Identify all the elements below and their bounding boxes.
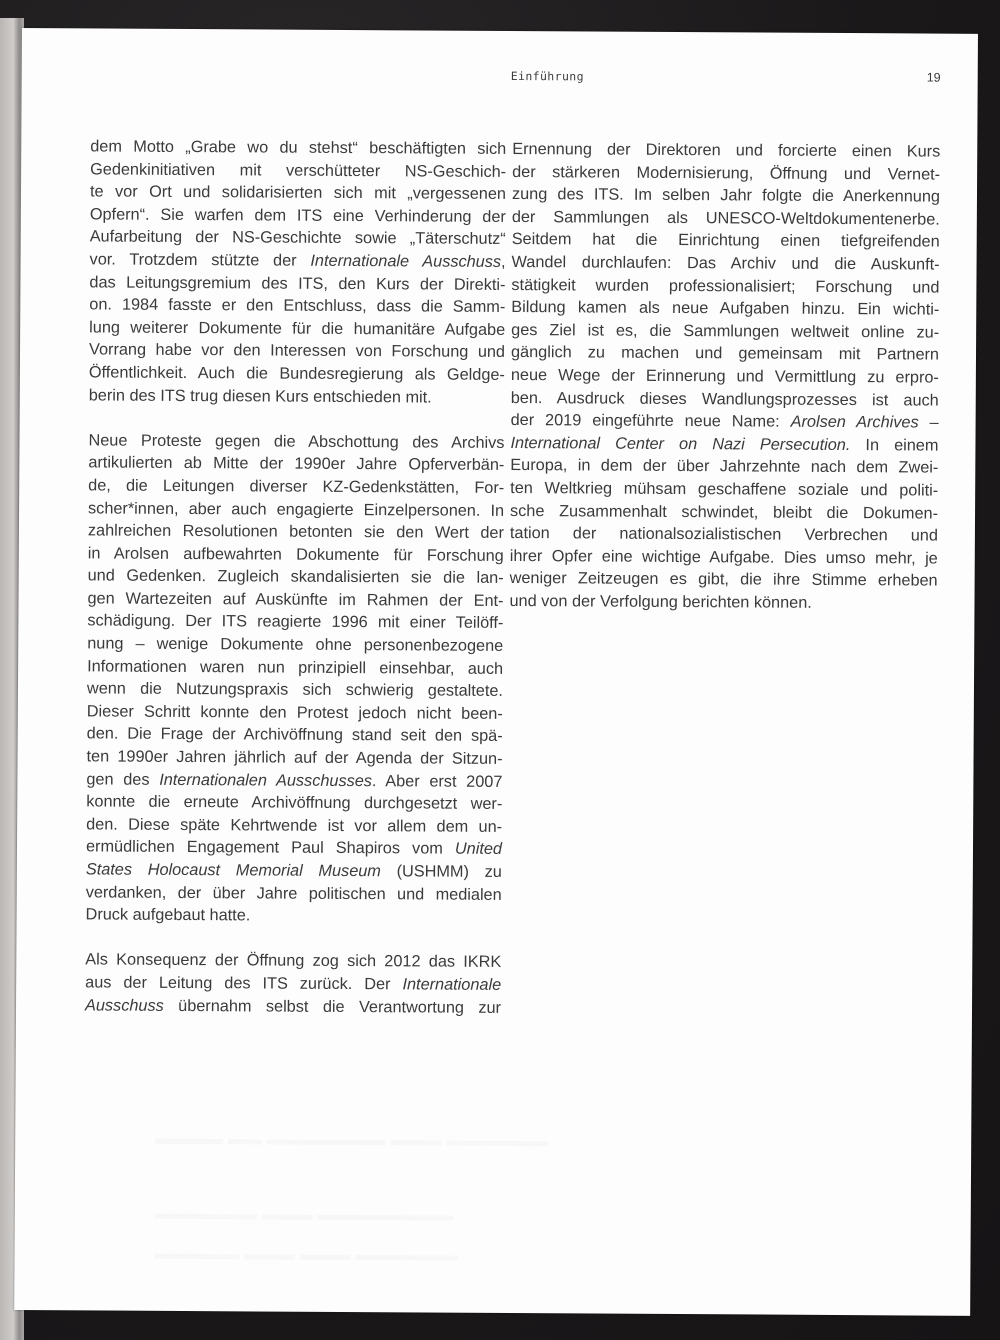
text-column-left	[85, 135, 507, 1041]
text-line: Neue Proteste gegen die Abschottung des Archivs	[88, 431, 505, 452]
page-sheet	[14, 28, 978, 1316]
text-line: tation der nationalsozialistischen Verbrechen und	[509, 524, 938, 545]
text-line: wenn die Nutzungspraxis sich schwierig gestaltete.	[86, 679, 504, 701]
text-line: sche Zusammenhalt schwindet, bleibt die Dokumen-	[510, 501, 939, 523]
paragraph	[85, 949, 501, 1019]
text-line: International Center on Nazi Persecution. In einem	[510, 433, 939, 455]
text-line: ten Weltkrieg mühsam geschaffene soziale und politi-	[510, 478, 939, 500]
text-line: der 2019 eingeführte neue Name: Arolsen Archives –	[510, 411, 939, 432]
text-line: den. Die Frage der Archivöffnung stand seit den spä-	[86, 724, 503, 746]
text-line: Opfern“. Sie warfen dem ITS eine Verhinderung der	[89, 205, 506, 226]
paragraph	[89, 135, 507, 409]
text-line: schädigung. Der ITS reagierte 1996 mit einer Teilöff-	[87, 611, 504, 633]
text-line: te vor Ort und solidarisierten sich mit „vergessenen	[89, 182, 507, 204]
text-line: weniger Zeitzeugen es gibt, die ihre Stimme erheben	[509, 569, 938, 590]
text-line: und Gedenken. Zugleich skandalisierten sie die lan-	[87, 566, 504, 588]
text-line: konnte die erneute Archivöffnung durchgesetzt wer-	[86, 792, 503, 814]
show-through-text	[155, 1204, 454, 1226]
text-line: Ausschuss übernahm selbst die Verantwortung zur	[84, 995, 502, 1017]
text-line: dem Motto „Grabe wo du stehst“ beschäftigten sich	[90, 137, 507, 158]
text-line: verdanken, der über Jahre politischen und medialen	[85, 882, 502, 904]
text-line: Europa, in dem der über Jahrzehnte nach dem Zwei-	[510, 456, 939, 477]
show-through-text	[154, 1244, 457, 1266]
text-line: Öffentlichkeit. Auch die Bundesregierung als Geldge-	[88, 363, 505, 384]
text-line: States Holocaust Memorial Museum (USHMM) zu	[85, 860, 502, 881]
text-line: den. Diese späte Kehrtwende ist vor allem dem un-	[86, 815, 503, 836]
text-line: Vorrang habe vor den Interessen von Forschung und	[88, 340, 506, 362]
text-line: der Sammlungen als UNESCO-Weltdokumentenerbe.	[511, 207, 940, 229]
text-line: Druck aufgebaut hatte.	[85, 905, 251, 925]
text-line: gen Wartezeiten auf Auskünfte im Rahmen der Ent-	[87, 589, 504, 610]
paragraph	[86, 429, 505, 929]
text-line: gänglich zu machen und gemeinsam mit Partnern	[510, 343, 940, 364]
text-line: Als Konsequenz der Öffnung zog sich 2012 das IKRK	[85, 950, 502, 972]
text-line: artikulierten ab Mitte der 1990er Jahre Opferverbän-	[88, 453, 505, 475]
text-line: Gedenkinitiativen mit verschütteter NS-Geschich-	[90, 160, 507, 181]
text-line: ben. Ausdruck dieses Wandlungsprozesses ist auch	[510, 388, 939, 410]
text-line: scher*innen, aber auch engagierte Einzelpersonen. In	[88, 498, 505, 520]
text-line: der stärkeren Modernisierung, Öffnung und Vernet-	[512, 162, 941, 184]
text-line: ten 1990er Jahren jährlich auf der Agenda der Sitzun-	[86, 747, 503, 768]
text-column-right	[509, 138, 940, 638]
text-line: das Leitungsgremium des ITS, den Kurs der Direkti-	[89, 272, 506, 294]
text-line: vor. Trotzdem stützte der Internationale Ausschuss,	[89, 250, 506, 271]
text-line: stätigkeit wurden professionalisiert; Forschung und	[511, 275, 940, 297]
show-through-text	[155, 1129, 548, 1151]
page-number: 19	[926, 70, 941, 85]
text-line: Dieser Schritt konnte den Protest jedoch nicht been-	[86, 702, 503, 723]
text-line: lung weiterer Dokumente für die humanitäre Aufgabe	[89, 318, 506, 339]
text-line: gen des Internationalen Ausschusses. Aber erst 2007	[86, 770, 503, 791]
text-line: zung des ITS. Im selben Jahr folgte die Anerkennung	[511, 185, 941, 206]
text-line: Wandel durchlaufen: Das Archiv und die Auskunft-	[511, 252, 940, 274]
text-line: nung – wenige Dokumente ohne personenbezogene	[87, 634, 504, 656]
text-line: aus der Leitung des ITS zurück. Der Internationale	[85, 973, 502, 994]
running-header-title: Einführung	[510, 68, 585, 84]
paragraph	[509, 138, 940, 615]
text-line: on. 1984 fasste er den Entschluss, dass die Samm-	[89, 295, 506, 317]
text-line: ermüdlichen Engagement Paul Shapiros vom United	[85, 837, 503, 859]
text-line: neue Wege der Erinnerung und Vermittlung zu erpro-	[510, 365, 939, 387]
text-line: Aufarbeitung der NS-Geschichte sowie „Täterschutz“	[89, 227, 506, 249]
text-line: in Arolsen aufbewahrten Dokumente für Forschung	[87, 544, 504, 565]
text-line: ihrer Opfer eine wichtige Aufgabe. Dies umso mehr, je	[509, 546, 938, 568]
text-line: Seitdem hat die Einrichtung einen tiefgreifenden	[511, 230, 940, 251]
text-line: Informationen waren nun prinzipiell einsehbar, auch	[87, 657, 504, 678]
text-line: Ernennung der Direktoren und forcierte einen Kurs	[512, 139, 941, 161]
text-line: zahlreichen Resolutionen betonten sie den Wert der	[87, 521, 504, 543]
text-line: berin des ITS trug diesen Kurs entschieden mit.	[88, 385, 432, 407]
text-line: und von der Verfolgung berichten können.	[509, 591, 812, 612]
text-line: ges Ziel ist es, die Sammlungen weltweit online zu-	[511, 320, 940, 342]
text-line: de, die Leitungen diverser KZ-Gedenkstätten, For-	[88, 476, 505, 497]
text-line: Bildung kamen als neue Aufgaben hinzu. Ein wichti-	[511, 298, 940, 319]
